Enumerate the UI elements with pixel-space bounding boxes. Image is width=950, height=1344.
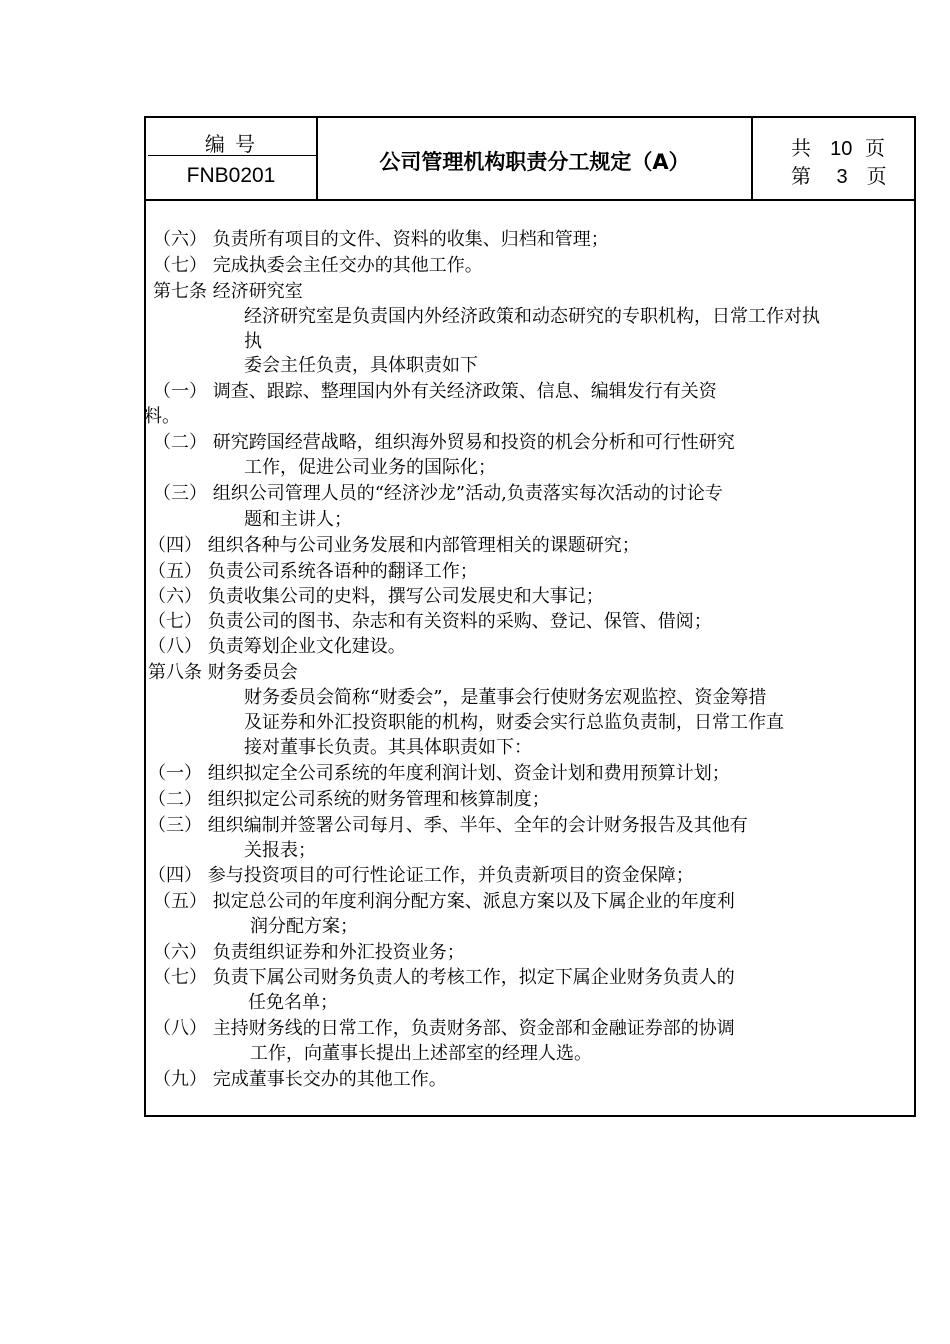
text-line: 润分配方案； bbox=[250, 916, 358, 937]
text-line: （一） 组织拟定全公司系统的年度利润计划、资金计划和费用预算计划； bbox=[148, 763, 730, 784]
text-line: （八） 负责筹划企业文化建设。 bbox=[148, 636, 406, 657]
text-line: （三） 组织公司管理人员的“经济沙龙”活动,负责落实每次活动的讨论专 bbox=[153, 483, 723, 504]
current-page-prefix: 第 bbox=[791, 164, 811, 188]
text-line: （六） 负责收集公司的史料，撰写公司发展史和大事记； bbox=[148, 586, 604, 607]
text-line: 任免名单； bbox=[248, 992, 338, 1013]
total-pages-prefix: 共 bbox=[791, 136, 811, 160]
text-line: （四） 参与投资项目的可行性论证工作，并负责新项目的资金保障； bbox=[148, 865, 694, 886]
text-line: 关报表； bbox=[244, 840, 316, 861]
text-line: （七） 负责公司的图书、杂志和有关资料的采购、登记、保管、借阅； bbox=[148, 611, 712, 632]
text-line: 执 bbox=[244, 331, 262, 352]
total-pages-suffix: 页 bbox=[865, 136, 886, 160]
total-pages: 10 bbox=[830, 138, 853, 160]
text-line: 经济研究室是负责国内外经济政策和动态研究的专职机构，日常工作对执 bbox=[244, 306, 820, 327]
article-heading: 第七条 经济研究室 bbox=[153, 281, 303, 302]
text-line: （八） 主持财务线的日常工作，负责财务部、资金部和金融证券部的协调 bbox=[153, 1018, 735, 1039]
text-line: （六） 负责组织证券和外汇投资业务； bbox=[153, 942, 465, 963]
text-line: 接对董事长负责。其具体职责如下： bbox=[244, 737, 532, 758]
text-line: 工作，促进公司业务的国际化； bbox=[244, 457, 496, 478]
text-line: 题和主讲人； bbox=[244, 509, 352, 530]
text-line: （五） 拟定总公司的年度利润分配方案、派息方案以及下属企业的年度利 bbox=[153, 891, 735, 912]
text-line: （二） 组织拟定公司系统的财务管理和核算制度； bbox=[148, 789, 550, 810]
text-line: 工作，向董事长提出上述部室的经理人选。 bbox=[250, 1043, 592, 1064]
text-line: 料。 bbox=[144, 406, 180, 427]
text-line: （六） 负责所有项目的文件、资料的收集、归档和管理； bbox=[153, 229, 609, 250]
text-line: （三） 组织编制并签署公司每月、季、半年、全年的会计财务报告及其他有 bbox=[148, 815, 748, 836]
document-title: 公司管理机构职责分工规定（A） bbox=[379, 150, 690, 174]
text-line: 财务委员会简称“财委会”，是董事会行使财务宏观监控、资金筹措 bbox=[244, 687, 767, 708]
text-line: 及证券和外汇投资职能的机构，财委会实行总监负责制，日常工作直 bbox=[244, 712, 784, 733]
current-page-suffix: 页 bbox=[866, 164, 887, 188]
text-line: （七） 完成执委会主任交办的其他工作。 bbox=[153, 255, 483, 276]
text-line: （五） 负责公司系统各语种的翻译工作； bbox=[148, 561, 478, 582]
text-line: （七） 负责下属公司财务负责人的考核工作，拟定下属企业财务负责人的 bbox=[153, 967, 735, 988]
text-line: 委会主任负责，具体职责如下 bbox=[244, 355, 478, 376]
article-heading: 第八条 财务委员会 bbox=[148, 662, 298, 683]
text-line: （一） 调查、跟踪、整理国内外有关经济政策、信息、编辑发行有关资 bbox=[153, 381, 717, 402]
doc-number-label: 编 号 bbox=[204, 132, 258, 156]
doc-number-code: FNB0201 bbox=[186, 164, 276, 187]
text-line: （九） 完成董事长交办的其他工作。 bbox=[153, 1069, 447, 1090]
text-line: （四） 组织各种与公司业务发展和内部管理相关的课题研究； bbox=[148, 535, 640, 556]
current-page: 3 bbox=[836, 166, 848, 188]
text-line: （二） 研究跨国经营战略，组织海外贸易和投资的机会分析和可行性研究 bbox=[153, 432, 735, 453]
